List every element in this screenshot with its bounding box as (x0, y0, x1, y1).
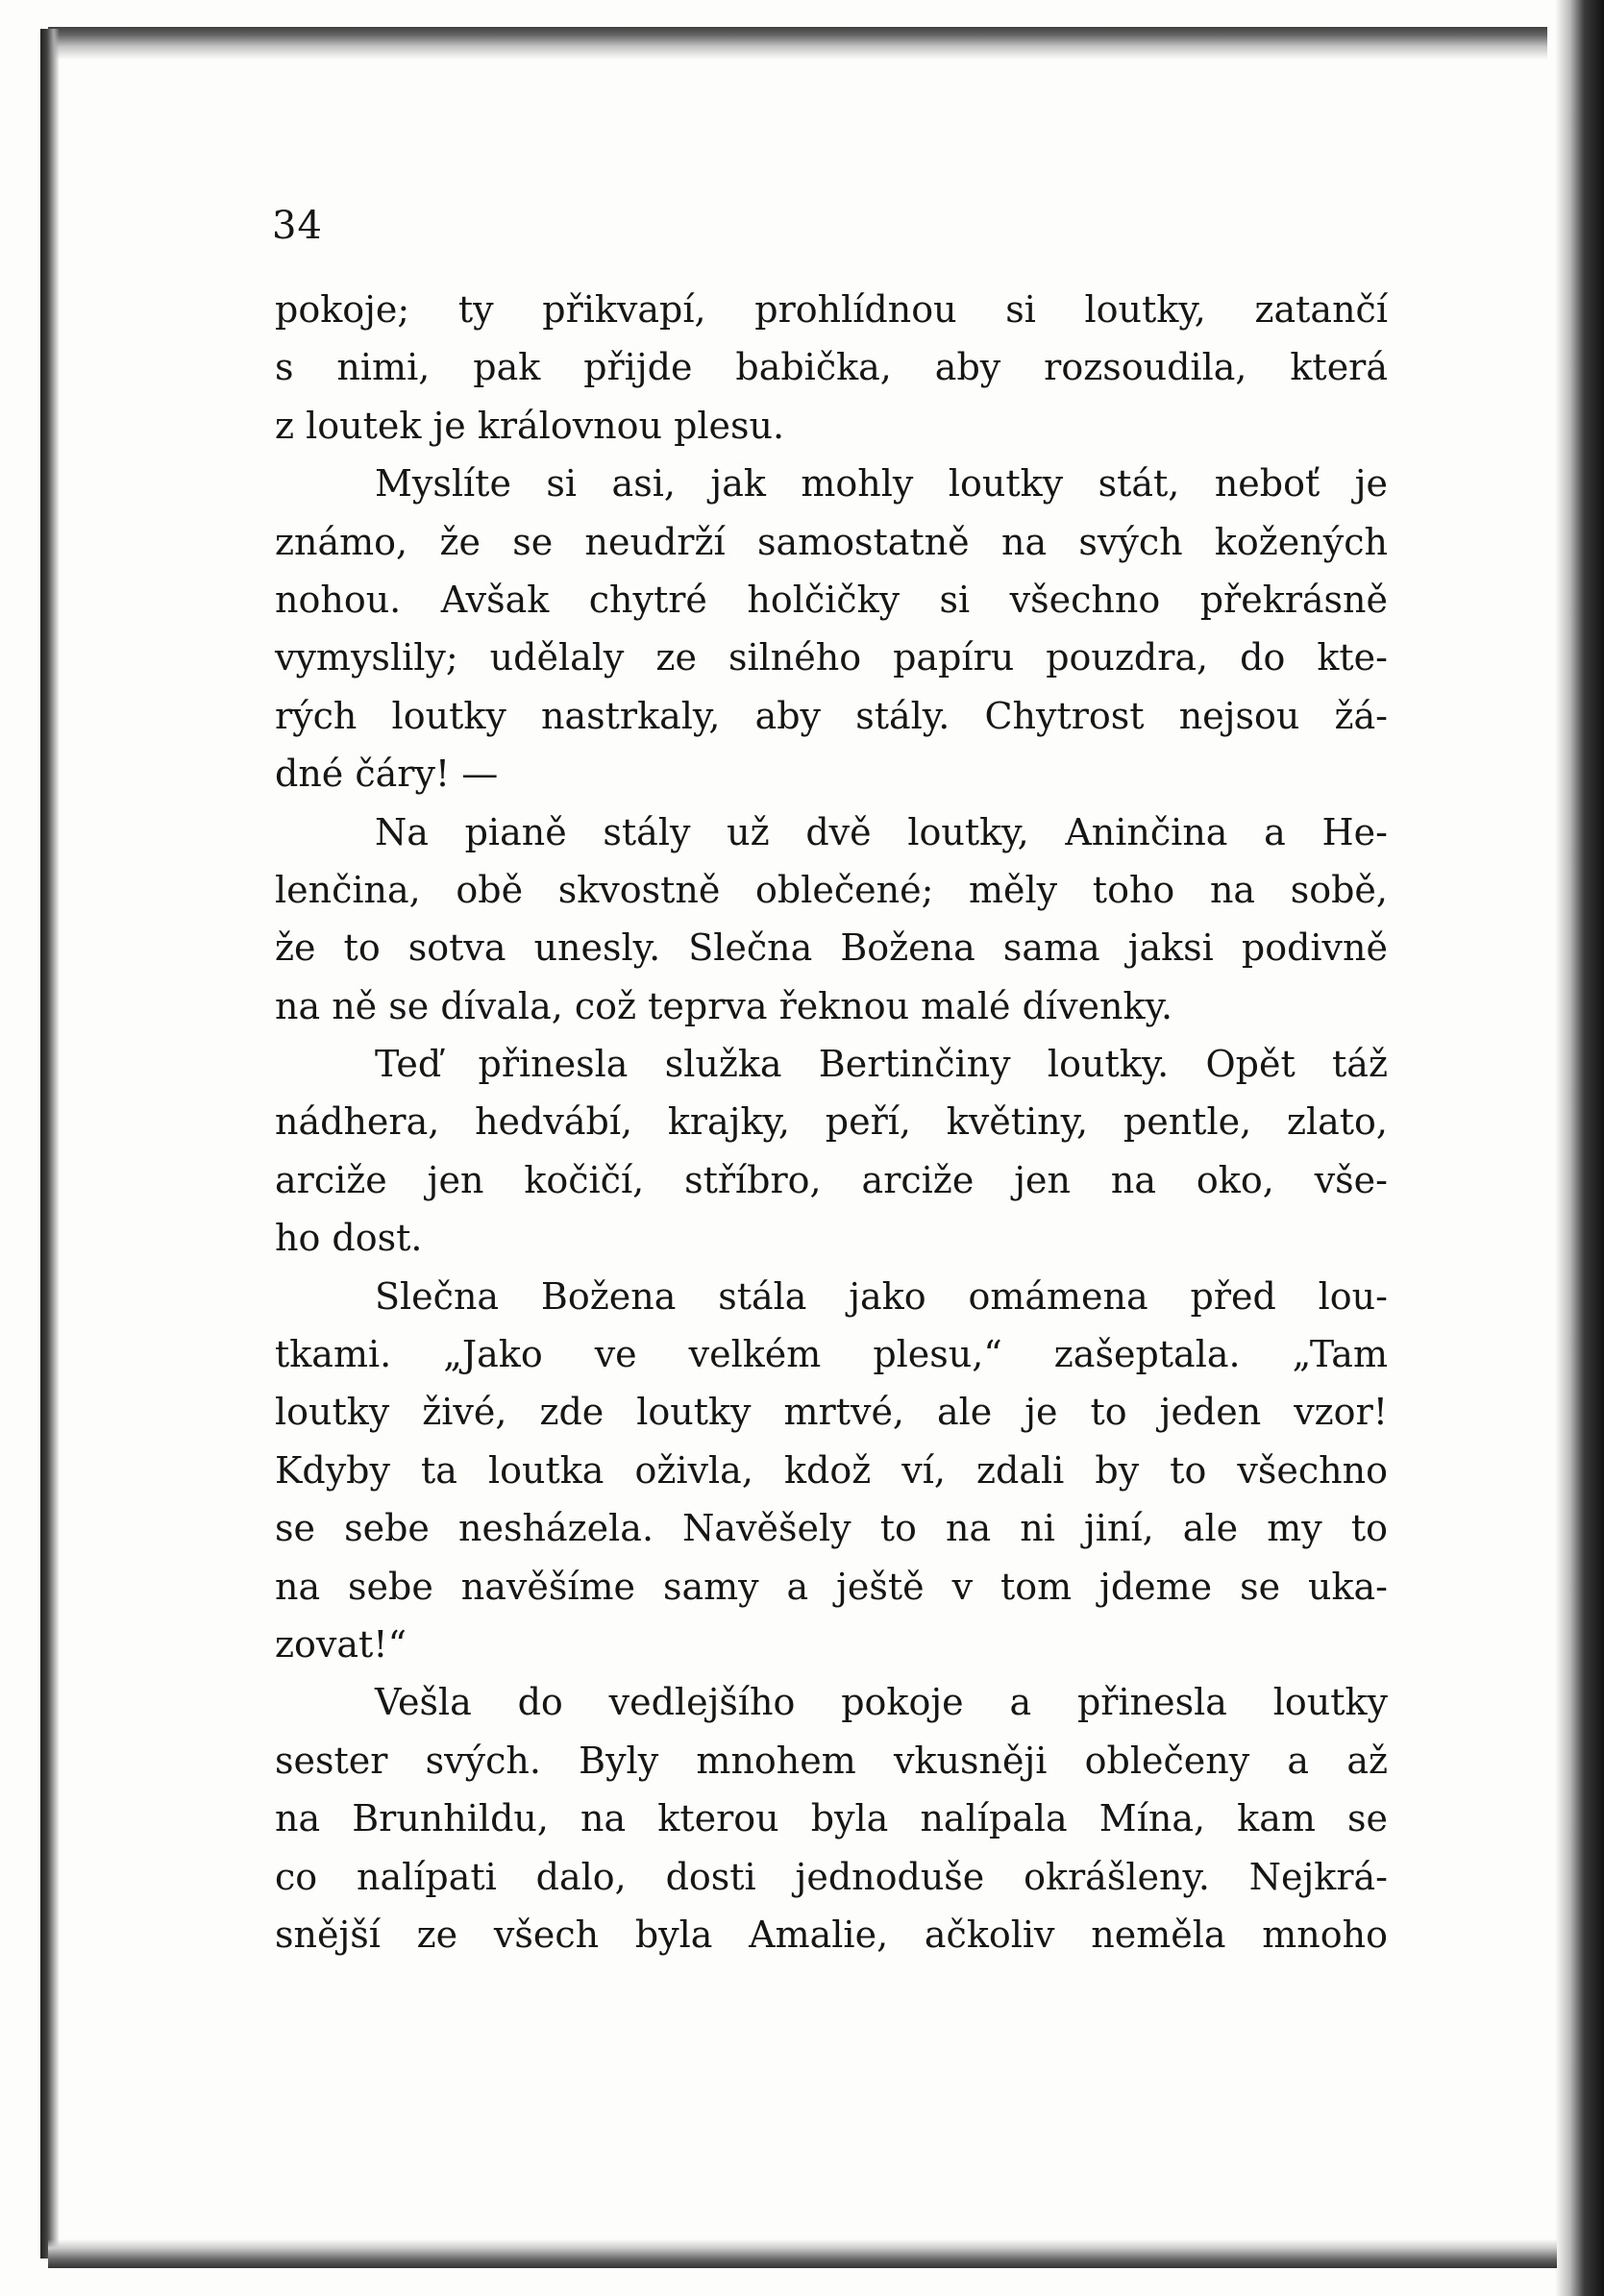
text-line: snější ze všech byla Amalie, ačkoliv neměla mnoho (275, 1913, 1388, 1956)
text-line: Vešla do vedlejšího pokoje a přinesla loutky (375, 1681, 1388, 1724)
text-line: z loutek je královnou plesu. (275, 404, 785, 447)
text-line: nohou. Avšak chytré holčičky si všechno překrásně (275, 578, 1388, 621)
text-line: na Brunhildu, na kterou byla nalípala Mína, kam se (275, 1797, 1388, 1840)
text-line: Kdyby ta loutka oživla, kdož ví, zdali by to všechno (275, 1448, 1388, 1492)
text-line: nádhera, hedvábí, krajky, peří, květiny, pentle, zlato, (275, 1100, 1388, 1144)
text-line: že to sotva unesly. Slečna Božena sama jaksi podivně (275, 926, 1388, 970)
text-line: známo, že se neudrží samostatně na svých kožených (275, 520, 1388, 563)
text-line: rých loutky nastrkaly, aby stály. Chytrost nejsou žá- (275, 694, 1388, 737)
text-line: tkami. „Jako ve velkém plesu,“ zašeptala. „Tam (275, 1333, 1388, 1376)
text-line: loutky živé, zde loutky mrtvé, ale je to jeden vzor! (275, 1391, 1388, 1434)
text-line: Myslíte si asi, jak mohly loutky stát, neboť je (375, 462, 1388, 506)
scan-shadow-top (48, 27, 1547, 60)
text-line: Teď přinesla služka Bertinčiny loutky. Opět táž (375, 1043, 1388, 1086)
text-line: lenčina, obě skvostně oblečené; měly toho na sobě, (275, 868, 1388, 911)
scan-shadow-right (1555, 0, 1604, 2296)
text-line: s nimi, pak přijde babička, aby rozsoudila, která (275, 346, 1388, 389)
body-text (275, 281, 1388, 1963)
text-line: arciže jen kočičí, stříbro, arciže jen na oko, vše- (275, 1158, 1388, 1201)
text-line: ho dost. (275, 1217, 423, 1260)
text-line: vymyslily; udělaly ze silného papíru pouzdra, do kte- (275, 636, 1388, 679)
text-line: dné čáry! — (275, 753, 499, 796)
page-number: 34 (272, 204, 323, 248)
text-line: co nalípati dalo, dosti jednoduše okrášleny. Nejkrá- (275, 1855, 1388, 1898)
text-line: pokoje; ty přikvapí, prohlídnou si loutky, zatančí (275, 288, 1388, 331)
scan-shadow-left (40, 29, 60, 2259)
scan-shadow-bottom (48, 2239, 1557, 2268)
text-line: sester svých. Byly mnohem vkusněji oblečeny a až (275, 1739, 1388, 1782)
text-line: na ně se dívala, což teprva řeknou malé dívenky. (275, 984, 1173, 1027)
text-line: na sebe navěšíme samy a ještě v tom jdeme se uka- (275, 1565, 1388, 1608)
text-line: Na pianě stály už dvě loutky, Aninčina a He- (375, 810, 1388, 853)
text-line: Slečna Božena stála jako omámena před lou- (375, 1274, 1388, 1318)
text-line: zovat!“ (275, 1622, 407, 1666)
text-line: se sebe nesházela. Navěšely to na ni jiní, ale my to (275, 1507, 1388, 1550)
